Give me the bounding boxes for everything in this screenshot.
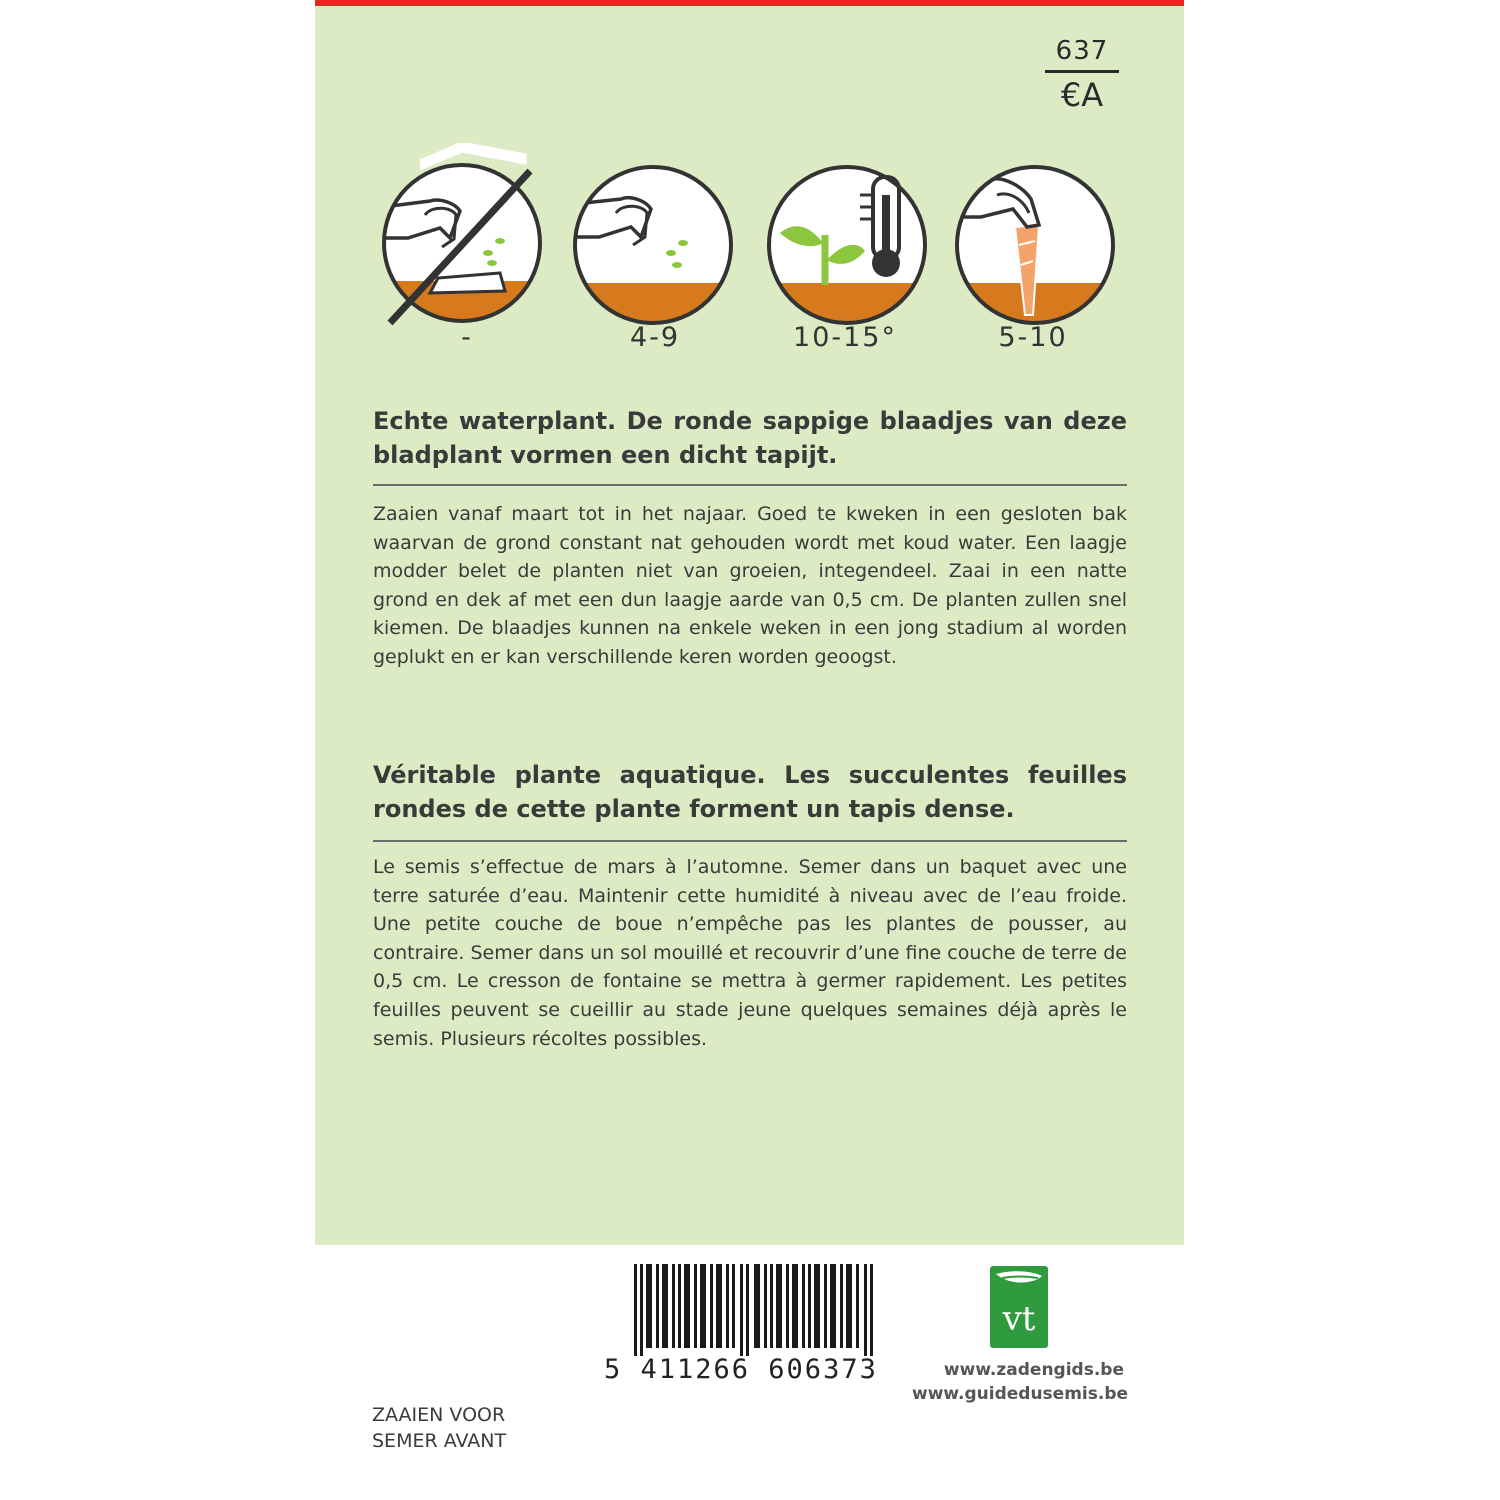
french-body-text: Le semis s’effectue de mars à l’automne. Semer dans un baquet avec une terre saturée d’eau. Maintenir cette humidité à niveau avec de l’eau froide. Une petite couche de boue n’empêche pas les plantes de pousser, au contraire. Semer dans un sol mouillé et recouvrir d’une fine couche de terre de 0,5 cm. Le cresson de fontaine se mettra à germer rapidement. Les petites feuilles peuvent se cueillir au stade jeune quelques semaines déjà après le semis. Plusieurs récoltes possibles.	[373, 856, 1127, 1050]
french-divider	[373, 840, 1127, 842]
harvest-icon	[953, 165, 1113, 325]
germination-temperature-icon	[765, 165, 925, 325]
packet-grade: €A	[1060, 76, 1104, 114]
packet-code: 637	[1055, 36, 1109, 66]
url-guidedusemis[interactable]: www.guidedusemis.be	[912, 1384, 1129, 1404]
sow-outdoors-icon	[571, 165, 731, 325]
sow-before-french: SEMER AVANT	[372, 1430, 507, 1452]
website-links	[912, 1358, 1129, 1406]
icon-label-sow-indoors: -	[461, 322, 473, 353]
code-divider	[1045, 70, 1119, 73]
barcode	[604, 1264, 886, 1356]
sow-indoors-crossed-icon	[380, 143, 540, 328]
icon-label-harvest: 5-10	[998, 322, 1068, 353]
sow-before-box	[372, 1402, 506, 1454]
icon-label-temperature: 10-15°	[793, 322, 897, 353]
packet-code-box	[1045, 34, 1119, 113]
logo-text: vt	[1002, 1299, 1036, 1339]
sow-before-dutch: ZAAIEN VOOR	[372, 1404, 506, 1426]
barcode-number: 5 411266 606373	[604, 1354, 878, 1385]
vt-logo	[990, 1266, 1048, 1348]
seed-packet-back	[315, 0, 1184, 1245]
dutch-divider	[373, 484, 1127, 486]
icon-label-sow-outdoors: 4-9	[629, 322, 681, 353]
dutch-lead-text: Echte waterplant. De ronde sappige blaadjes van deze bladplant vormen een dicht tapijt.	[373, 407, 1127, 469]
url-zadengids[interactable]: www.zadengids.be	[943, 1360, 1124, 1380]
french-lead-text: Véritable plante aquatique. Les succulentes feuilles rondes de cette plante forment un tapis dense.	[373, 761, 1127, 823]
dutch-body-text: Zaaien vanaf maart tot in het najaar. Goed te kweken in een gesloten bak waarvan de grond constant nat gehouden wordt met koud water. Een laagje modder belet de planten niet van groeien, integendeel. Zaai in een natte grond en dek af met een dun laagje aarde van 0,5 cm. De planten zullen snel kiemen. De blaadjes kunnen na enkele weken in een jong stadium al worden geplukt en er kan verschillende keren worden geoogst.	[373, 503, 1127, 668]
top-red-strip	[315, 0, 1184, 6]
